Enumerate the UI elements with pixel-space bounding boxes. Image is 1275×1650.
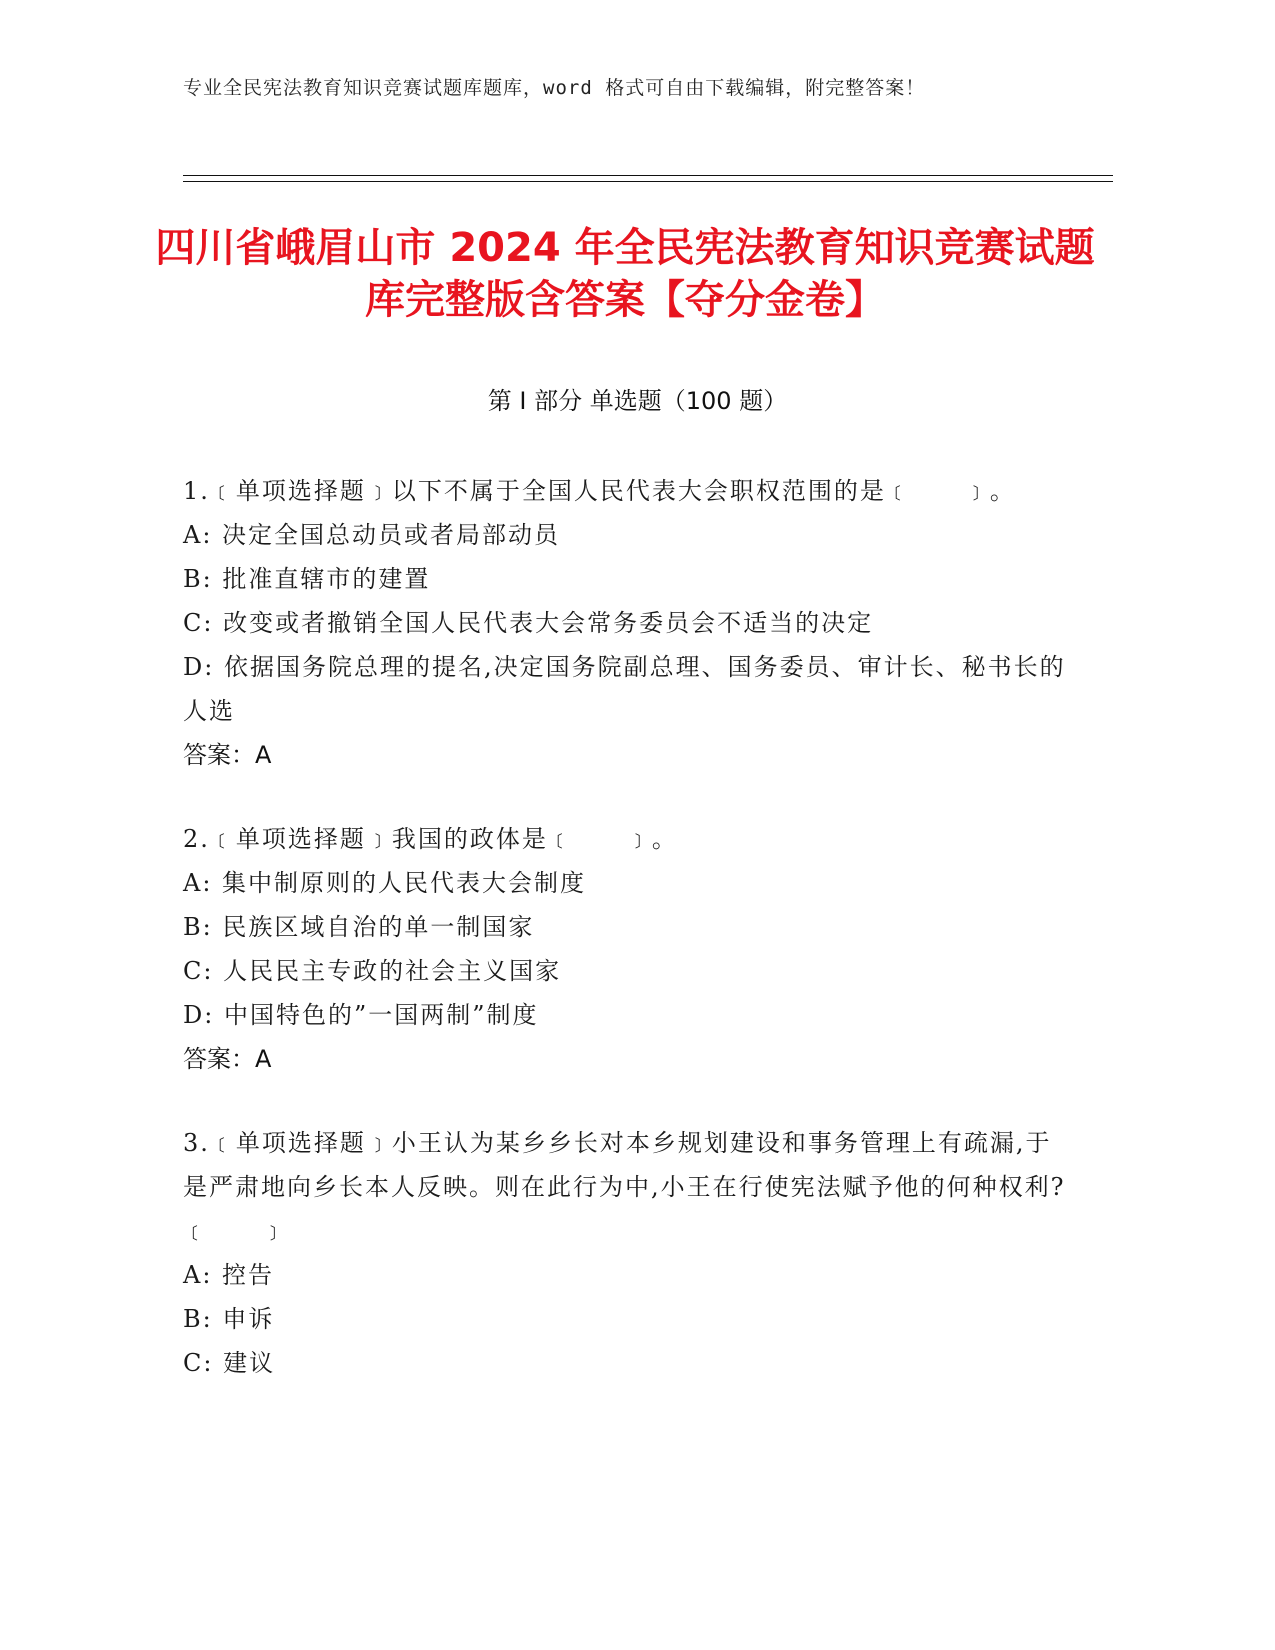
- question-2: [183, 817, 1073, 1081]
- header-divider-bottom: [183, 181, 1113, 182]
- question-stem: 3.﹝单项选择题﹞小王认为某乡乡长对本乡规划建设和事务管理上有疏漏,于是严肃地向乡长本人反映。则在此行为中,小王在行使宪法赋予他的何种权利?﹝ ﹞: [183, 1129, 1066, 1245]
- header-divider-top: [183, 175, 1113, 176]
- question-3: [183, 1121, 1073, 1385]
- document-title: 四川省峨眉山市 2024 年全民宪法教育知识竞赛试题库完整版含答案【夺分金卷】: [155, 225, 1095, 323]
- option-a: A: 决定全国总动员或者局部动员: [183, 521, 561, 549]
- option-c: C: 改变或者撤销全国人民代表大会常务委员会不适当的决定: [183, 609, 874, 637]
- question-stem: 1.﹝单项选择题﹞以下不属于全国人民代表大会职权范围的是﹝ ﹞。: [183, 477, 1016, 505]
- option-a: A: 控告: [183, 1261, 275, 1289]
- option-b: B: 批准直辖市的建置: [183, 565, 431, 593]
- question-list: [183, 469, 1073, 1425]
- option-b: B: 申诉: [183, 1305, 275, 1333]
- option-c: C: 建议: [183, 1349, 276, 1377]
- question-1: [183, 469, 1073, 777]
- answer-label: 答案：A: [183, 741, 272, 769]
- header-note: 专业全民宪法教育知识竞赛试题库题库，word 格式可自由下载编辑，附完整答案！: [183, 77, 926, 99]
- option-b: B: 民族区域自治的单一制国家: [183, 913, 535, 941]
- option-d: D: 中国特色的”一国两制”制度: [183, 1001, 539, 1029]
- option-c: C: 人民民主专政的社会主义国家: [183, 957, 562, 985]
- answer-label: 答案：A: [183, 1045, 272, 1073]
- question-stem: 2.﹝单项选择题﹞我国的政体是﹝ ﹞。: [183, 825, 678, 853]
- section-title: 第 I 部分 单选题（100 题）: [487, 387, 788, 415]
- option-a: A: 集中制原则的人民代表大会制度: [183, 869, 587, 897]
- option-d: D: 依据国务院总理的提名,决定国务院副总理、国务委员、审计长、秘书长的人选: [183, 653, 1066, 725]
